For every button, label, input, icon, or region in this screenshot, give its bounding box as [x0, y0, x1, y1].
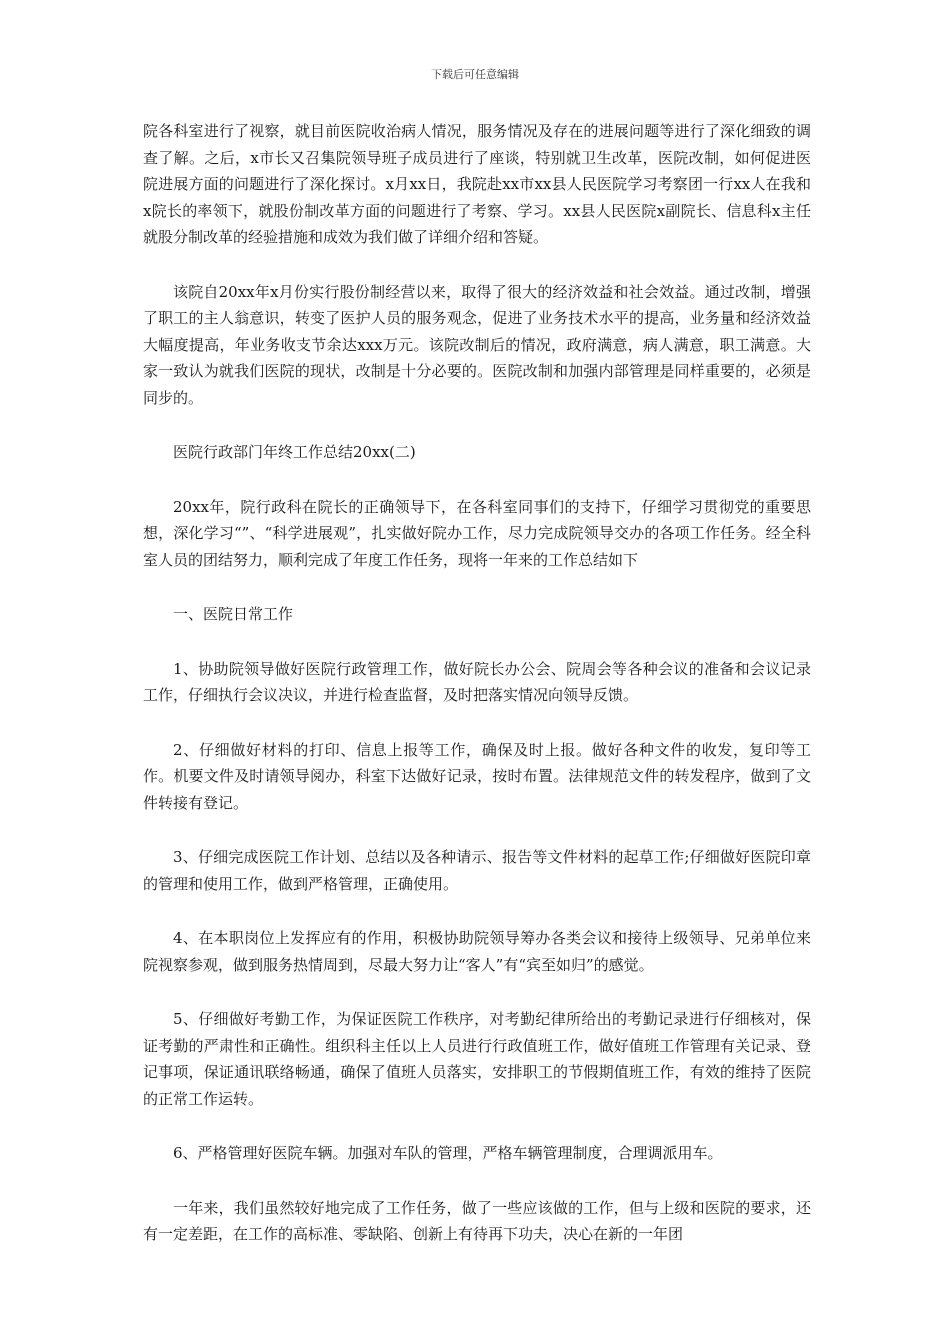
- list-item-2: 2、仔细做好材料的打印、信息上报等工作，确保及时上报。做好各种文件的收发，复印等工作。机要文件及时请领导阅办，科室下达做好记录，按时布置。法律规范文件的转发程序，做到了文件转接有登记。: [143, 740, 811, 812]
- paragraph-reform-results: 该院自20xx年x月份实行股份制经营以来，取得了很大的经济效益和社会效益。通过改制，增强了职工的主人翁意识，转变了医护人员的服务观念，促进了业务技术水平的提高，业务量和经济效益大幅度提高，年业务收支节余达xxx万元。该院改制后的情况，政府满意，病人满意，职工满意。大家一致认为就我们医院的现状，改制是十分必要的。医院改制和加强内部管理是同样重要的，必须是同步的。: [143, 282, 811, 407]
- section-title: 医院行政部门年终工作总结20xx(二): [173, 443, 416, 461]
- paragraph-intro: 20xx年，院行政科在院长的正确领导下，在各科室同事们的支持下，仔细学习贯彻党的重要思想，深化学习“”、“科学进展观”，扎实做好院办工作，尽力完成院领导交办的各项工作任务。经全科室人员的团结努力，顺利完成了年度工作任务，现将一年来的工作总结如下: [143, 497, 811, 569]
- list-item-6: 6、严格管理好医院车辆。加强对车队的管理，严格车辆管理制度，合理调派用车。: [173, 1144, 723, 1162]
- list-item-4: 4、在本职岗位上发挥应有的作用，积极协助院领导筹办各类会议和接待上级领导、兄弟单位来院视察参观，做到服务热情周到，尽最大努力让“客人”有“宾至如归”的感觉。: [143, 929, 811, 974]
- list-item-1: 1、协助院领导做好医院行政管理工作，做好院长办公会、院周会等各种会议的准备和会议记录工作，仔细执行会议决议，并进行检查监督，及时把落实情况向领导反馈。: [143, 659, 811, 704]
- subsection-heading: 一、医院日常工作: [173, 605, 294, 623]
- list-item-5: 5、仔细做好考勤工作，为保证医院工作秩序，对考勤纪律所给出的考勤记录进行仔细核对，保证考勤的严肃性和正确性。组织科主任以上人员进行行政值班工作，做好值班工作管理有关记录、登记事项，保证通讯联络畅通，确保了值班人员落实，安排职工的节假期值班工作，有效的维持了医院的正常工作运转。: [143, 1010, 811, 1108]
- list-item-3: 3、仔细完成医院工作计划、总结以及各种请示、报告等文件材料的起草工作;仔细做好医院印章的管理和使用工作，做到严格管理，正确使用。: [143, 848, 811, 893]
- paragraph-visit: 院各科室进行了视察，就目前医院收治病人情况，服务情况及存在的进展问题等进行了深化细致的调查了解。之后，x市长又召集院领导班子成员进行了座谈，特别就卫生改革，医院改制，如何促进医院进展方面的问题进行了深化探讨。x月xx日，我院赴xx市xx县人民医院学习考察团一行xx人在我和x院长的率领下，就股份制改革方面的问题进行了考察、学习。xx县人民医院x副院长、信息科x主任就股分制改革的经验措施和成效为我们做了详细介绍和答疑。: [143, 122, 811, 246]
- paragraph-conclusion: 一年来，我们虽然较好地完成了工作任务，做了一些应该做的工作，但与上级和医院的要求，还有一定差距，在工作的高标准、零缺陷、创新上有待再下功夫，决心在新的一年团: [143, 1198, 811, 1243]
- document-body: [143, 118, 811, 1276]
- page-header-note: 下载后可任意编辑: [431, 68, 519, 81]
